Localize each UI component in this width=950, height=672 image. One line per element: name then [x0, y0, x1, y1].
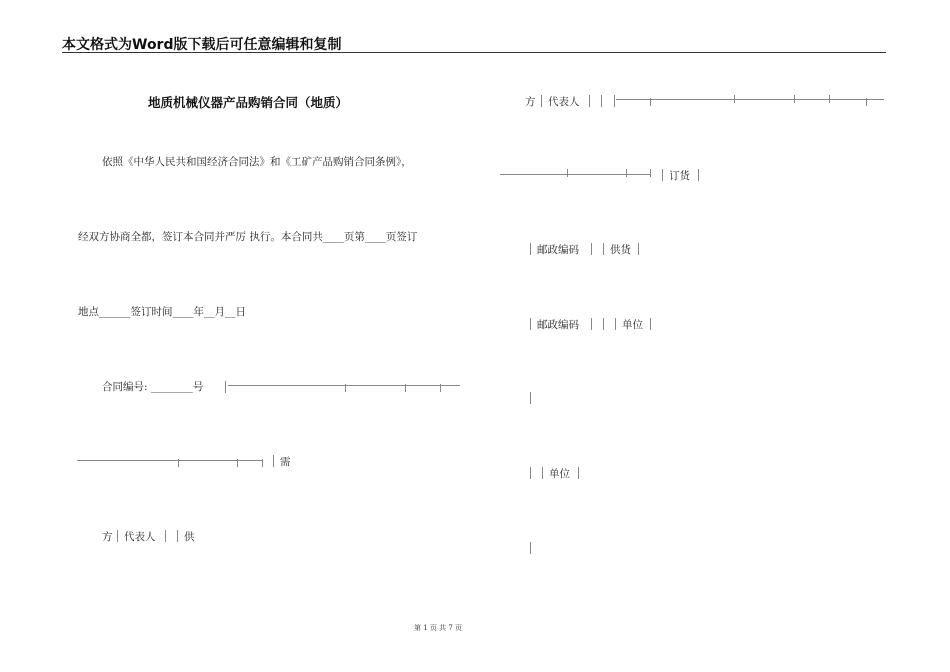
table-border: [530, 467, 531, 479]
table-tick: [405, 384, 406, 392]
table-border: [530, 542, 531, 554]
table-border: [165, 530, 166, 542]
label-gong: 供: [184, 531, 195, 543]
table-tick: [794, 95, 795, 103]
table-tick: [262, 459, 263, 467]
label-fang: 方: [102, 531, 113, 543]
paragraph-basis: 依照《中华人民共和国经济合同法》和《工矿产品购销合同条例》，: [102, 156, 412, 168]
table-border: [530, 392, 531, 404]
label-daibiaoren: 代表人: [124, 531, 156, 543]
label-dinghuo: 订货: [669, 170, 690, 182]
table-border: [591, 243, 592, 255]
table-border: [578, 467, 579, 479]
table-border: [638, 243, 639, 255]
label-daibiaoren-right: 代表人: [548, 96, 580, 108]
contract-number: 合同编号: ________号: [102, 381, 204, 393]
label-youzheng-bianma: 邮政编码: [537, 319, 579, 331]
label-danwei: 单位: [549, 468, 570, 480]
table-border: [614, 95, 615, 107]
table-tick: [829, 95, 830, 103]
table-border: [698, 169, 699, 181]
label-xu: 需: [280, 456, 291, 468]
label-fang-right: 方: [525, 96, 536, 108]
table-border: [603, 318, 604, 330]
table-line: [616, 99, 884, 100]
document-header: 本文格式为Word版下载后可任意编辑和复制: [62, 37, 342, 53]
table-border: [542, 467, 543, 479]
table-border: [541, 95, 542, 107]
table-border: [601, 95, 602, 107]
table-border: [117, 530, 118, 542]
table-tick: [178, 459, 179, 467]
table-line: [228, 385, 460, 386]
table-border: [530, 318, 531, 330]
table-tick: [567, 169, 568, 177]
page-number: 第 1 页 共 7 页: [414, 624, 463, 632]
table-border: [177, 530, 178, 542]
paragraph-location-time: 地点______签订时间____年__月__日: [78, 306, 246, 318]
label-youzheng-bianma: 邮政编码: [537, 244, 579, 256]
table-border: [530, 243, 531, 255]
table-border: [650, 318, 651, 330]
table-tick: [734, 95, 735, 103]
table-tick: [650, 98, 651, 106]
table-tick: [440, 384, 441, 392]
table-border: [589, 95, 590, 107]
document-title: 地质机械仪器产品购销合同（地质）: [148, 95, 349, 110]
table-tick: [866, 98, 867, 106]
table-tick: [650, 169, 651, 177]
table-border: [225, 381, 226, 393]
table-tick: [345, 384, 346, 392]
table-border: [603, 243, 604, 255]
table-tick: [237, 459, 238, 467]
table-border: [273, 455, 274, 467]
table-tick: [626, 169, 627, 177]
label-danwei: 单位: [622, 319, 643, 331]
table-line: [77, 460, 262, 461]
label-gonghuo: 供货: [610, 244, 631, 256]
table-border: [591, 318, 592, 330]
paragraph-agreement: 经双方协商全都，签订本合同并严厉 执行。本合同共____页第____页签订: [78, 231, 418, 243]
table-border: [615, 318, 616, 330]
table-border: [662, 169, 663, 181]
table-line: [500, 174, 650, 175]
header-divider: [62, 52, 886, 53]
